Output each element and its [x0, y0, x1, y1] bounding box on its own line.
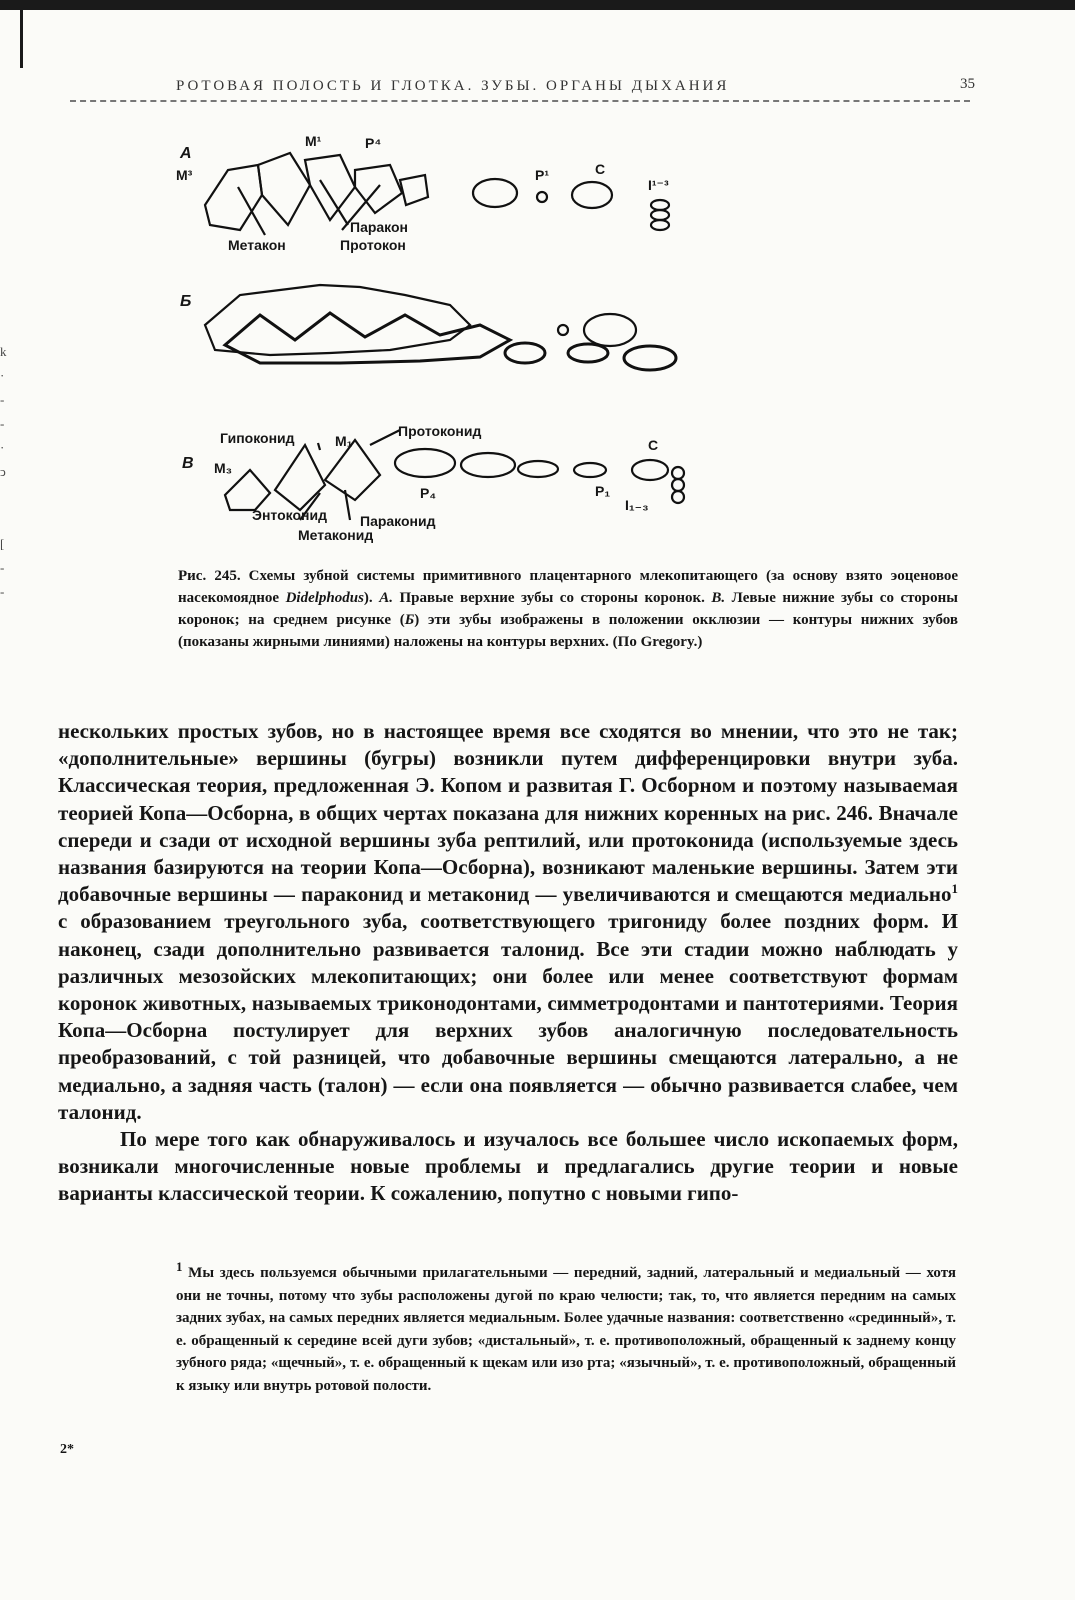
footnote-text: Мы здесь пользуемся обычными прилагательными — передний, задний, латеральный и медиальный — хотя они не точны, потому что зубы расположены дугой по краю челюсти; так, то, что является передним на самых задних зубах, на самых передних является медиальным. Более удачные названия: соответственно «срединный», т. е. обращенный к середине всей дуги зубов; «дистальный», т. е. противоположный, обращенный к заднему концу зубного ряда; «щечный», т. е. обращенный к щекам или изо рта; «язычный», т. е. противоположный, обращенный к языку или внутрь ротовой полости.: [176, 1265, 956, 1394]
caption-v: В.: [711, 590, 726, 606]
upper-premolar-p1: [537, 192, 547, 202]
label-i-upper: I¹⁻³: [648, 177, 669, 193]
caption-text-2: ).: [363, 590, 380, 606]
upper-molar-m2: [258, 153, 310, 225]
paragraph-1-part-a: нескольких простых зубов, но в настоящее время все сходятся во мнении, что это не так; «дополнительные» вершины (бугры) возникли путем дифференцировки внутри зуба. Классическая теория, предложенная Э. Копом и развитая Г. Осборном и поэтому называемая теорией Копа—Осборна, в общих чертах показана для нижних коренных на рис. 246. Вначале спереди и сзади от исходной вершины зуба рептилий, или протоконида (используемые здесь названия базируются на теории Копа—Осборна), возникают маленькие вершины. Затем эти добавочные вершины — параконид и метаконид — увеличиваются и смещаются медиально: [58, 719, 958, 907]
scan-left-edge: [20, 8, 23, 68]
panel-v-label: В: [182, 455, 194, 472]
label-paraconid: Параконид: [360, 513, 436, 529]
footnote: [176, 1259, 956, 1397]
label-m3-lower: M₃: [214, 460, 233, 476]
upper-canine: [572, 182, 612, 208]
caption-text-5: ) эти зубы изображены в положении окклюзии — контуры нижних зубов (показаны жирными линиями) наложены на контуры верхних. (По Gregory.): [178, 612, 958, 650]
lower-molar-m2: [275, 445, 325, 510]
upper-incisor-2: [651, 210, 669, 220]
paragraph-1-part-b: с образованием треугольного зуба, соответствующего тригониду более поздних форм. И наконец, сзади дополнительно развивается талонид. Все эти стадии можно наблюдать у различных мезозойских млекопитающих; они более или менее соответствуют формам коронок животных, называемых триконодонтами, симметродонтами и пантотериями. Теория Копа—Осборна постулирует для верхних зубов аналогичную последовательность преобразований, с той разницей, что добавочные вершины смещаются латерально, а не медиально, а задняя часть (талон) — если она появляется — обычно развивается слабее, чем талонид.: [58, 909, 958, 1124]
footnote-mark: 1: [176, 1259, 183, 1274]
caption-genus: Didelphodus: [285, 590, 364, 606]
lower-incisor-1: [672, 467, 684, 479]
label-protocone: Протокон: [340, 237, 406, 253]
label-m1-upper: M¹: [305, 133, 322, 149]
figure-caption: [178, 565, 958, 653]
figure-245: [170, 125, 730, 565]
footnote-ref: 1: [951, 881, 958, 897]
label-hypoconid: Гипоконид: [220, 430, 295, 446]
lower-incisor-3: [672, 491, 684, 503]
occlusion-upper-row: [205, 285, 470, 355]
label-protoconid: Протоконид: [398, 423, 482, 439]
label-p1-upper: P¹: [535, 167, 549, 183]
label-metaconid: Метаконид: [298, 527, 374, 543]
caption-b: Б: [404, 612, 415, 628]
label-m1-lower: M₁: [335, 433, 353, 449]
upper-incisor-3: [651, 220, 669, 230]
header-rule: [70, 100, 970, 102]
label-entoconid: Энтоконид: [252, 507, 327, 523]
caption-text-3: Правые верхние зубы со стороны коронок.: [392, 590, 712, 606]
upper-molar-m3: [205, 165, 262, 230]
label-paracone: Паракон: [350, 219, 409, 235]
lower-molar-m3: [225, 470, 270, 510]
margin-marks: k · - - · ͻ [ - -: [0, 344, 7, 599]
upper-incisor-1: [651, 200, 669, 210]
lower-incisor-2: [672, 479, 684, 491]
upper-premolar-p2: [473, 179, 517, 207]
label-p1-lower: P₁: [595, 483, 611, 499]
panel-b-label: Б: [180, 293, 192, 310]
label-p4-lower: P₄: [420, 485, 437, 501]
lower-premolar-p4: [395, 449, 455, 477]
caption-text-4: Левые нижние зубы со стороны коронок; на среднем рисунке (: [178, 590, 958, 628]
caption-a: А.: [379, 590, 393, 606]
label-c-lower: C: [648, 437, 659, 453]
upper-premolar-p3: [400, 175, 428, 205]
paragraph-2: По мере того как обнаруживалось и изучалось все большее число ископаемых форм, возникали многочисленные новые проблемы и предлагались другие теории и новые варианты классической теории. К сожалению, попутно с новыми гипо-: [58, 1127, 958, 1206]
lower-premolar-p3: [461, 453, 515, 477]
upper-molar-m1: [305, 155, 355, 220]
occlusion-premolar: [505, 343, 545, 363]
label-i-lower: I₁₋₃: [625, 497, 649, 513]
caption-prefix: Рис. 245.: [178, 568, 241, 584]
occlusion-canine-upper: [584, 314, 636, 346]
panel-a-label: А: [180, 145, 192, 162]
label-c-upper: C: [595, 161, 606, 177]
caption-text-1: Схемы зубной системы примитивного плацентарного млекопитающего (за основу взято эоценовое насекомоядное: [178, 568, 958, 606]
signature-mark: 2*: [60, 1442, 74, 1457]
label-m3-upper: M³: [176, 167, 193, 183]
running-head: РОТОВАЯ ПОЛОСТЬ И ГЛОТКА. ЗУБЫ. ОРГАНЫ ДЫХАНИЯ: [176, 78, 730, 94]
lower-premolar-p2: [518, 461, 558, 477]
label-p4-upper: P⁴: [365, 135, 382, 151]
lower-premolar-p1: [574, 463, 606, 477]
lower-canine: [632, 460, 668, 480]
occlusion-canine-lower: [624, 346, 676, 370]
paragraph-1: [58, 718, 958, 1126]
page-number: 35: [960, 76, 975, 92]
scan-top-border: [0, 0, 1075, 10]
lower-molar-m1: [325, 440, 380, 500]
body-text: [58, 718, 958, 1208]
label-metacone: Метакон: [228, 237, 286, 253]
